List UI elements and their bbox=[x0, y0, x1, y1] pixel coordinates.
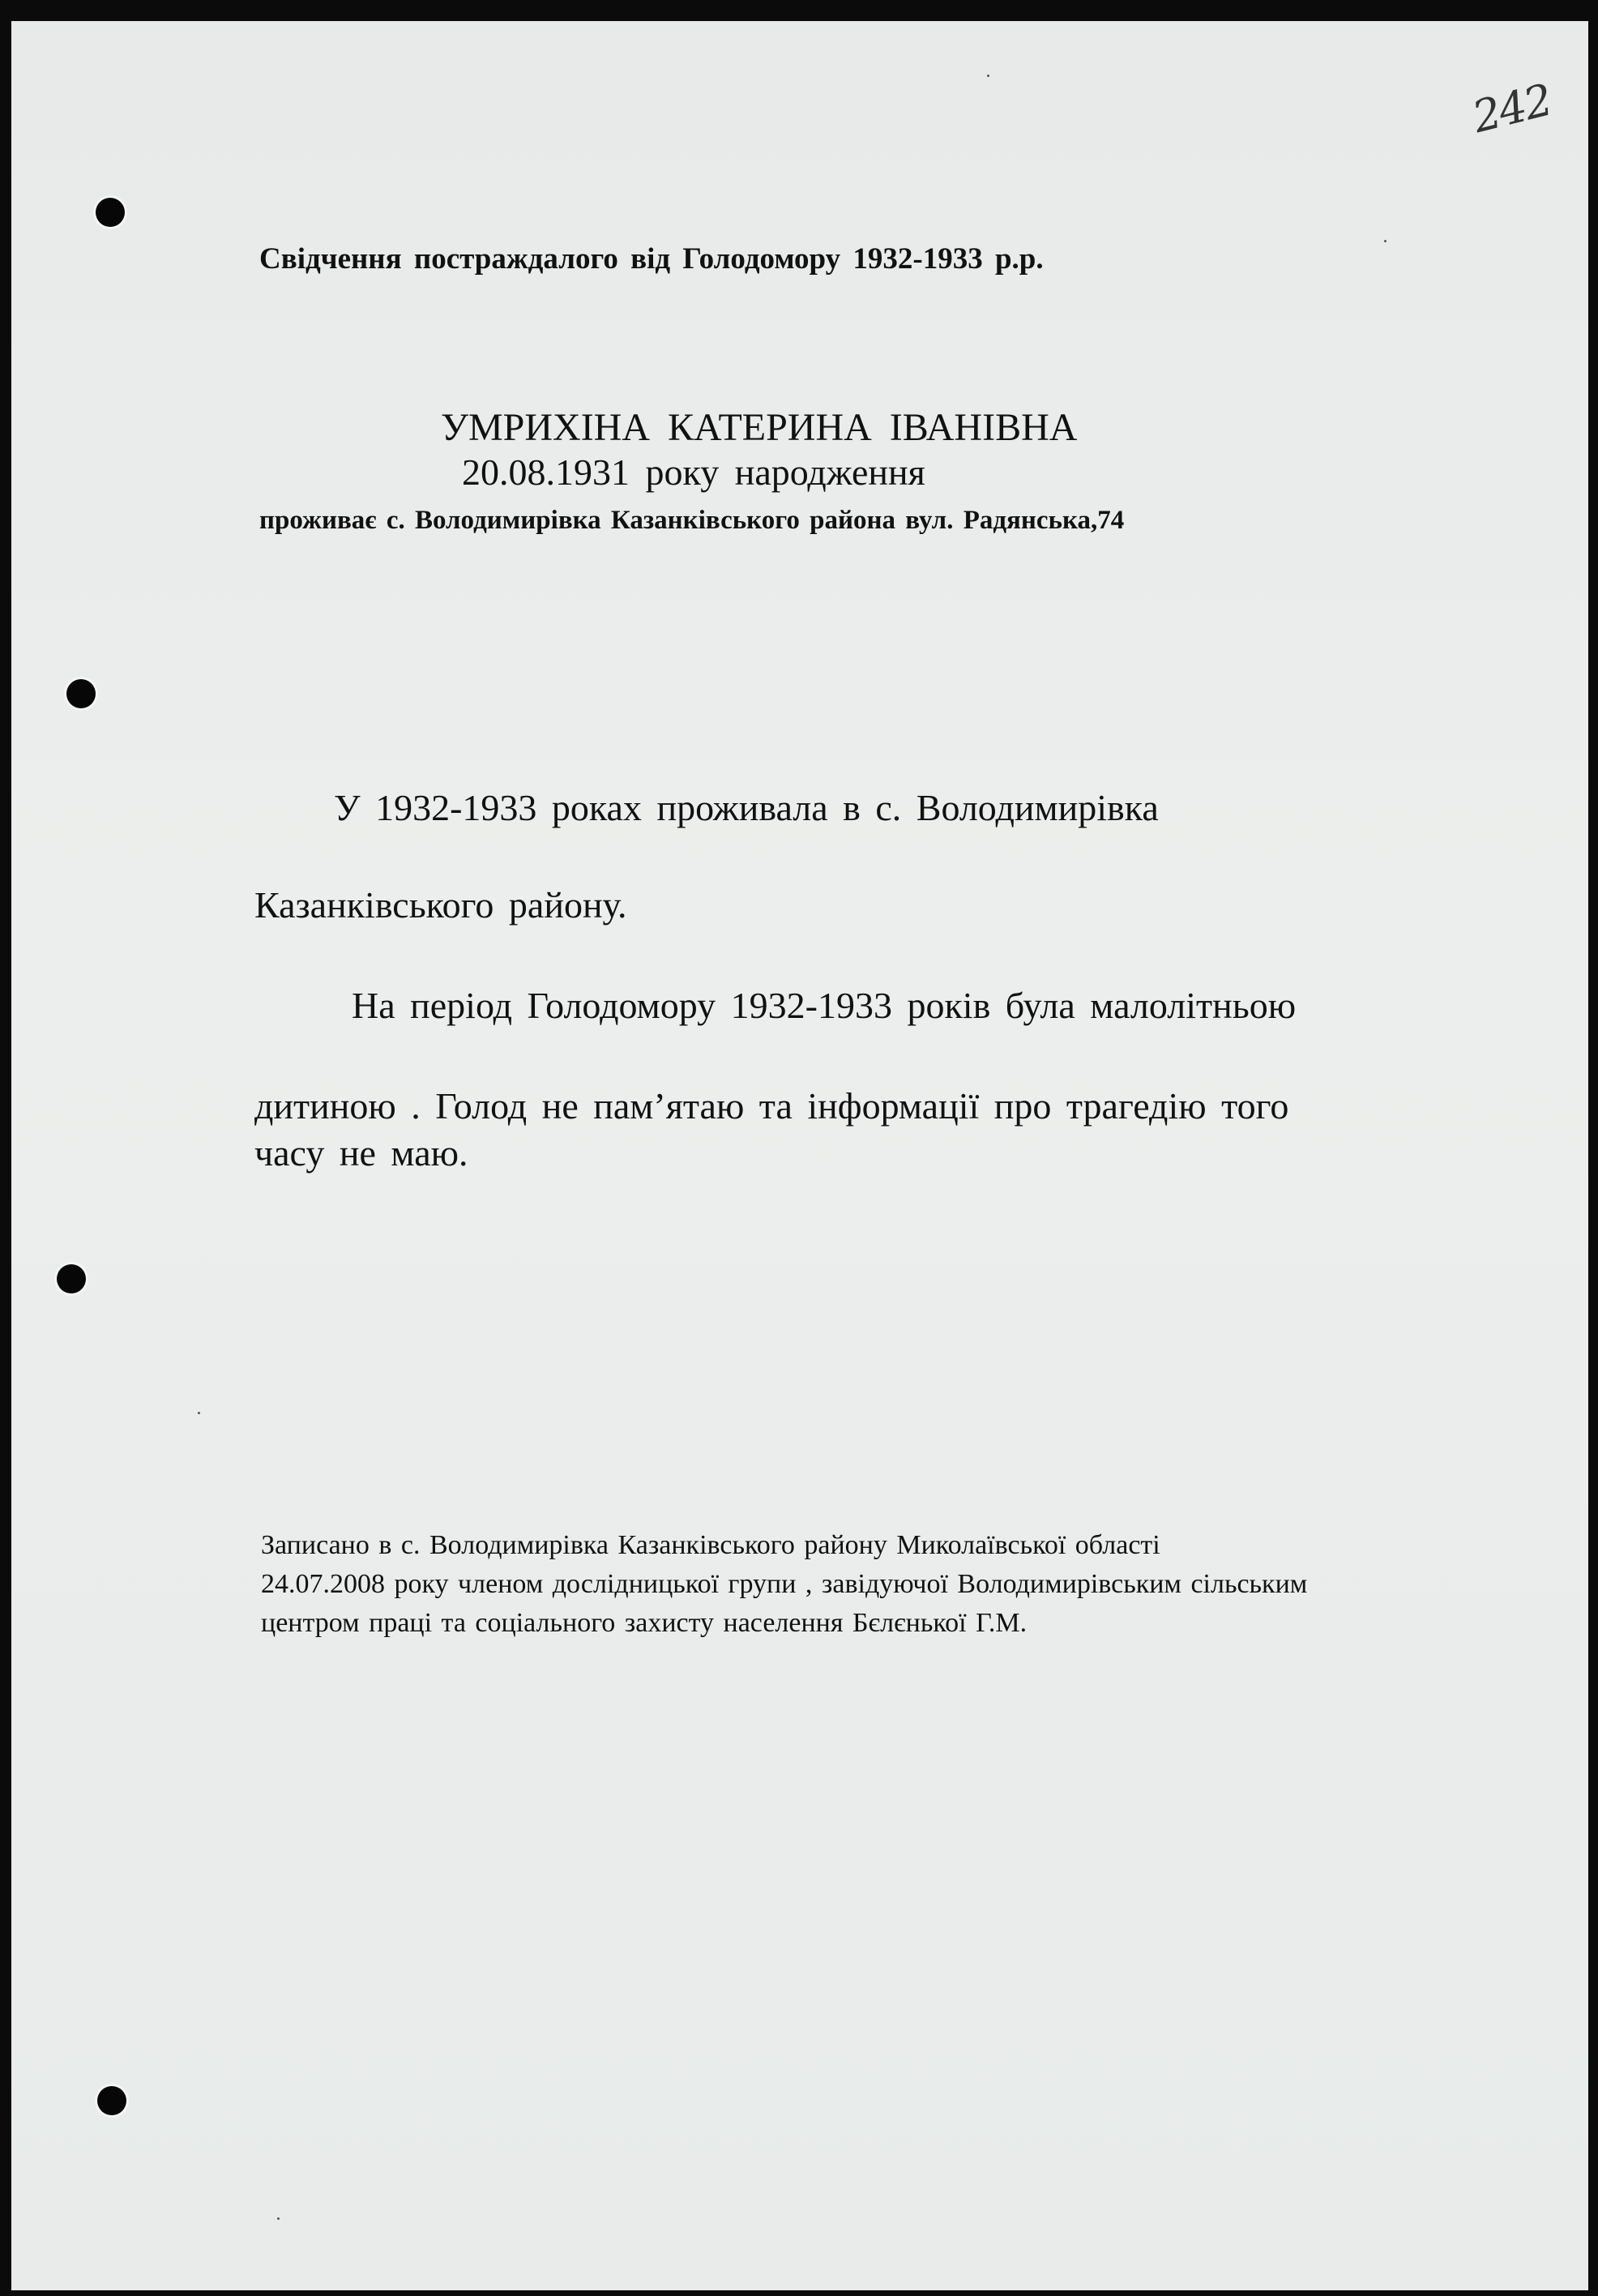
witness-name: УМРИХІНА КАТЕРИНА ІВАНІВНА bbox=[441, 406, 1078, 449]
punch-hole bbox=[66, 679, 96, 708]
testimony-line: На період Голодомору 1932-1933 років була малолітньою bbox=[352, 985, 1297, 1026]
testimony-line: часу не маю. bbox=[254, 1132, 468, 1174]
witness-birth-date: 20.08.1931 року народження bbox=[462, 451, 925, 493]
paper-speck bbox=[198, 1412, 200, 1414]
witness-address: проживає с. Володимирівка Казанківського района вул. Радянська,74 bbox=[259, 506, 1125, 535]
testimony-line: У 1932-1933 роках проживала в с. Володимирівка bbox=[334, 787, 1159, 828]
document-heading: Свідчення постраждалого від Голодомору 1932-1933 р.р. bbox=[259, 242, 1044, 276]
punch-hole bbox=[97, 2086, 126, 2115]
recorded-note-line: центром праці та соціального захисту населення Бєлєнької Г.М. bbox=[261, 1608, 1028, 1638]
paper-speck bbox=[1384, 240, 1386, 242]
testimony-line: Казанківського району. bbox=[254, 884, 627, 926]
recorded-note-line: Записано в с. Володимирівка Казанківського району Миколаївської області bbox=[261, 1530, 1160, 1560]
archive-page-number: 242 bbox=[1468, 74, 1557, 143]
punch-hole bbox=[57, 1264, 86, 1293]
punch-hole bbox=[96, 198, 125, 227]
document-page bbox=[11, 21, 1588, 2290]
recorded-note-line: 24.07.2008 року членом дослідницької групи , завідуючої Володимирівським сільським bbox=[261, 1569, 1308, 1599]
testimony-line: дитиною . Голод не пам’ятаю та інформації про трагедію того bbox=[254, 1085, 1289, 1127]
paper-speck bbox=[987, 75, 989, 77]
paper-speck bbox=[277, 2217, 280, 2220]
